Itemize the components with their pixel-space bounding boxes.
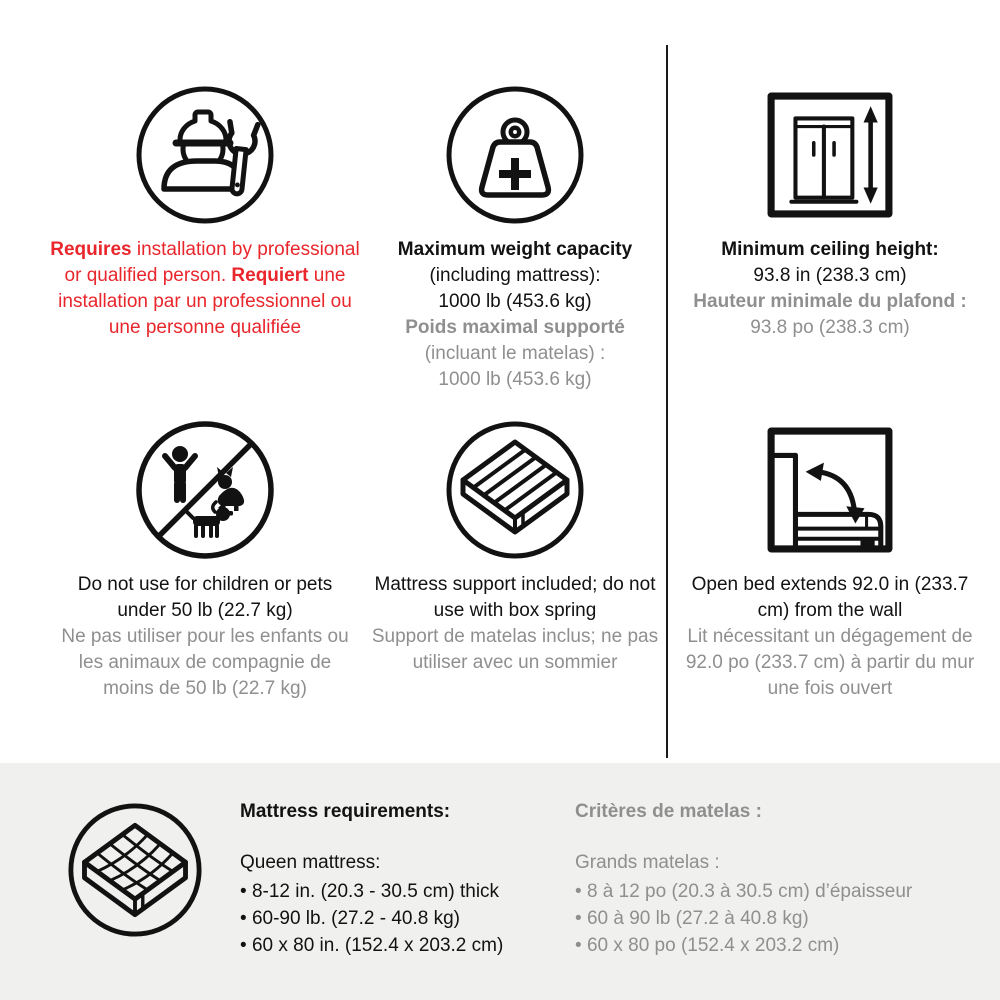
weight-plus-icon — [445, 85, 585, 225]
weight-sub-fr: (incluant le matelas) : — [424, 343, 606, 364]
open-bed-text — [684, 572, 976, 702]
weight-text — [398, 237, 632, 393]
weight-value-fr: 1000 lb (453.6 kg) — [438, 369, 592, 390]
mattress-bullet-en: • 8-12 in. (20.3 - 30.5 cm) thick — [240, 878, 560, 905]
children-pets-cell — [45, 420, 365, 702]
ceiling-value-fr: 93.8 po (238.3 cm) — [750, 317, 910, 338]
weight-cell — [355, 85, 675, 393]
mattress-bullet-en: • 60-90 lb. (27.2 - 40.8 kg) — [240, 905, 560, 932]
mattress-requirements-en — [240, 798, 560, 959]
mattress-bullets-fr — [575, 878, 975, 959]
children-pets-en: Do not use for children or pets under 50 lb (22.7 kg) — [77, 574, 333, 621]
support-fr: Support de matelas inclus; ne pas utiliser avec un sommier — [371, 626, 659, 673]
install-text-fr: une installation par un professionnel ou une personne qualifiée — [58, 265, 352, 338]
ceiling-title-fr: Hauteur minimale du plafond : — [693, 291, 967, 312]
support-cell — [355, 420, 675, 676]
weight-title: Maximum weight capacity — [397, 239, 633, 260]
mattress-bullet-fr: • 8 à 12 po (20.3 à 30.5 cm) d’épaisseur — [575, 878, 975, 905]
children-pets-text — [57, 572, 353, 702]
mattress-requirements-title-en: Mattress requirements: — [240, 801, 451, 822]
install-text-en: installation by professional or qualified person. — [64, 239, 360, 286]
install-cell — [45, 85, 365, 341]
mattress-requirements-section — [0, 763, 1000, 1000]
tufted-mattress-icon — [67, 802, 203, 938]
slatted-mattress-support-icon — [445, 420, 585, 560]
open-bed-fr: Lit nécessitant un dégagement de 92.0 po (233.7 cm) à partir du mur une fois ouvert — [685, 626, 975, 699]
ceiling-text — [693, 237, 966, 341]
support-text — [370, 572, 660, 676]
ceiling-cell — [670, 85, 990, 341]
no-children-pets-icon — [135, 420, 275, 560]
install-text-en-bold: Requires — [50, 239, 132, 260]
mattress-bullet-fr: • 60 à 90 lb (27.2 à 40.8 kg) — [575, 905, 975, 932]
mattress-subtitle-fr: Grands matelas : — [575, 852, 720, 873]
children-pets-fr: Ne pas utiliser pour les enfants ou les animaux de compagnie de moins de 50 lb (22.7 kg) — [61, 626, 349, 699]
mattress-bullet-en: • 60 x 80 in. (152.4 x 203.2 cm) — [240, 932, 560, 959]
open-bed-wall-icon — [765, 420, 895, 560]
install-text — [45, 237, 365, 341]
weight-sub: (including mattress): — [429, 265, 601, 286]
open-bed-en: Open bed extends 92.0 in (233.7 cm) from the wall — [691, 574, 969, 621]
open-bed-cell — [670, 420, 990, 702]
mattress-bullets-en — [240, 878, 560, 959]
worker-wrench-icon — [135, 85, 275, 225]
mattress-bullet-fr: • 60 x 80 po (152.4 x 203.2 cm) — [575, 932, 975, 959]
weight-title-fr: Poids maximal supporté — [405, 317, 625, 338]
install-text-fr-bold: Requiert — [231, 265, 309, 286]
weight-value: 1000 lb (453.6 kg) — [438, 291, 592, 312]
support-en: Mattress support included; do not use with box spring — [374, 574, 656, 621]
mattress-requirements-title-fr: Critères de matelas : — [575, 801, 762, 822]
mattress-requirements-fr — [575, 798, 975, 959]
ceiling-height-cabinet-icon — [765, 85, 895, 225]
mattress-subtitle-en: Queen mattress: — [240, 852, 381, 873]
ceiling-value: 93.8 in (238.3 cm) — [753, 265, 907, 286]
ceiling-title: Minimum ceiling height: — [721, 239, 939, 260]
